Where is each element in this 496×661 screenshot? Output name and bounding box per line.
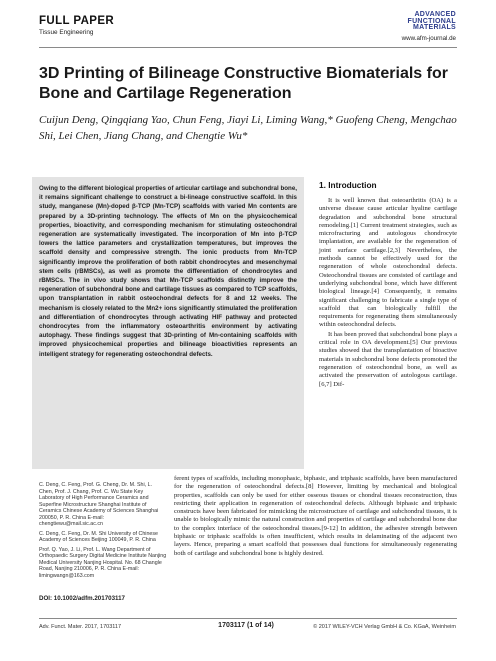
journal-website[interactable]: www.afm-journal.de xyxy=(401,34,456,42)
intro-paragraph: ferent types of scaffolds, including monophasic, biphasic, and triphasic scaffolds, have been manufactured for the regeneration of osteochondral defects.[8] However, limiting by mechanical and biological properties, scaffolds can only be used for either osseous tissues or chondral tissues reconstruction, thus restricting their application in regeneration of osteochondral defects. Although biphasic and triphasic constructs have been fabricated for mimicking the microstructure of cartilage and subchondral tissues, it is unable to biologically mimic the natural construction and properties of cartilage and subchondral bone due to the complex interface of the osteochondral tissues.[9-12] In addition, the adhesive strength between biphasic or triphasic scaffolds is often insufficient, which results in delaminating of the adjacent two layers. Hence, preparing a smart scaffold that possesses dual functions for simultaneously regenerating both of cartilage and subchondral bone is highly desired. xyxy=(174,475,457,557)
header-left xyxy=(39,15,114,36)
journal-logo-line: FUNCTIONAL xyxy=(407,17,456,25)
journal-logo xyxy=(402,12,456,32)
journal-logo-line: MATERIALS xyxy=(412,24,456,32)
header-divider xyxy=(39,47,457,48)
intro-paragraph: It has been proved that subchondral bone plays a critical role in OA development.[5] Our previous studies showed that the transplantation of bioactive materials in subchondral bone defects promoted the regeneration of osteochondral bone, as well as activated the preservation of autologous cartilage.[6,7] Dif- xyxy=(319,330,457,388)
abstract: Owing to the different biological properties of articular cartilage and subchondral bone, it remains significant challenge to construct a bi-lineage constructive scaffold. In this study, manganese (Mn)-doped β-TCP (Mn-TCP) scaffolds with varied Mn contents are prepared by a 3D-printing technology. The effects of Mn on the physicochemical properties, bioactivity, and corresponding mechanism for stimulating osteochondral regeneration are systematically investigated. The incorporation of Mn into β-TCP lowers the lattice parameters and crystallization temperatures, but improves the scaffold density and compressive strength. The ionic products from Mn-TCP significantly improve the proliferation of both rabbit chondrocytes and mesenchymal stem cells (rBMSCs), as well as promote the differentiation of chondrocytes and rBMSCs. The in vivo study shows that Mn-TCP scaffolds distinctly improve the regeneration of subchondral bone and cartilage tissues as compared to TCP scaffolds, upon transplantation in rabbit osteochondral defects for 8 and 12 weeks. The mechanism is closely related to the Mn2+ ions significantly stimulated the proliferation and differentiation of chondrocytes through activating HIF pathway and protected chondrocytes from the inflammatory osteoarthritis environment by activating autophagy. These findings suggest that 3D-printing of Mn-containing scaffolds with improved physicochemical properties and bilineage bioactivities represents an intelligent strategy for regenerating osteochondral defects. xyxy=(39,185,297,358)
affiliations xyxy=(39,482,167,582)
paper-title: 3D Printing of Bilineage Constructive Biomaterials for Bone and Cartilage Regeneration xyxy=(39,65,448,102)
footer-copyright: © 2017 WILEY-VCH Verlag GmbH & Co. KGaA, Weinheim xyxy=(313,624,456,630)
section-heading-introduction: 1. Introduction xyxy=(319,180,377,190)
introduction-column xyxy=(319,197,457,390)
affiliation-block: C. Deng, C. Feng, Prof. G. Cheng, Dr. M. Shi, L. Chen, Prof. J. Chang, Prof. C. Wu State Key Laboratory of High Performance Ceramics and Superfine Microstructure Shanghai Institute of Ceramics Chinese Academy of Sciences Shanghai 200050, P. R. China E-mail: chengtiewu@mail.sic.ac.cn xyxy=(39,482,159,527)
doi-link[interactable]: DOI: 10.1002/adfm.201703117 xyxy=(39,595,125,602)
footer-citation: Adv. Funct. Mater. 2017, 1703117 xyxy=(39,624,122,630)
article-type: FULL PAPER xyxy=(39,15,115,27)
footer-page-number: 1703117 (1 of 14) xyxy=(218,622,274,629)
header-right xyxy=(402,12,456,42)
journal-logo-line: ADVANCED xyxy=(414,11,456,18)
introduction-continued xyxy=(174,475,457,558)
affiliation-block: C. Deng, C. Feng, Dr. M. Shi University of Chinese Academy of Sciences Beijing 100049, P. R. China xyxy=(39,530,158,543)
affiliation-block: Prof. Q. Yao, J. Li, Prof. L. Wang Department of Orthopaedic Surgery Digital Medicine Institute Nanjing Medical University Nanjing Hospital. No. 68 Changle Road, Nanjing 210006, P. R. China E-mail: limingwangn@163.com xyxy=(39,546,167,579)
footer-divider xyxy=(39,618,457,619)
intro-paragraph: It is well known that osteoarthritis (OA) is a universe disease cause articular hyaline cartilage degradation and subchondral bone structural remodeling.[1] Current treatment strategies, such as microfracturing and autologous chondrocyte implantation, are available for the regeneration of joint surface cartilage.[2,3] Nevertheless, the methods cannot be effectively used for the regeneration of whole osteochondral defects. Osteochondral tissues are consisted of cartilage and underlying subchondral bone, which have different biological lineage.[4] Consequently, it remains significant challenging to fabricate a single type of scaffold that can biologically fulfill the requirements for regenerating them simultaneously within osteochondral defects. xyxy=(319,197,457,329)
author-list: Cuijun Deng, Qingqiang Yao, Chun Feng, Jiayi Li, Liming Wang,* Guofeng Cheng, Mengchao Shi, Lei Chen, Jiang Chang, and Chengtie Wu* xyxy=(39,114,457,142)
section-label: Tissue Engineering xyxy=(39,29,94,36)
